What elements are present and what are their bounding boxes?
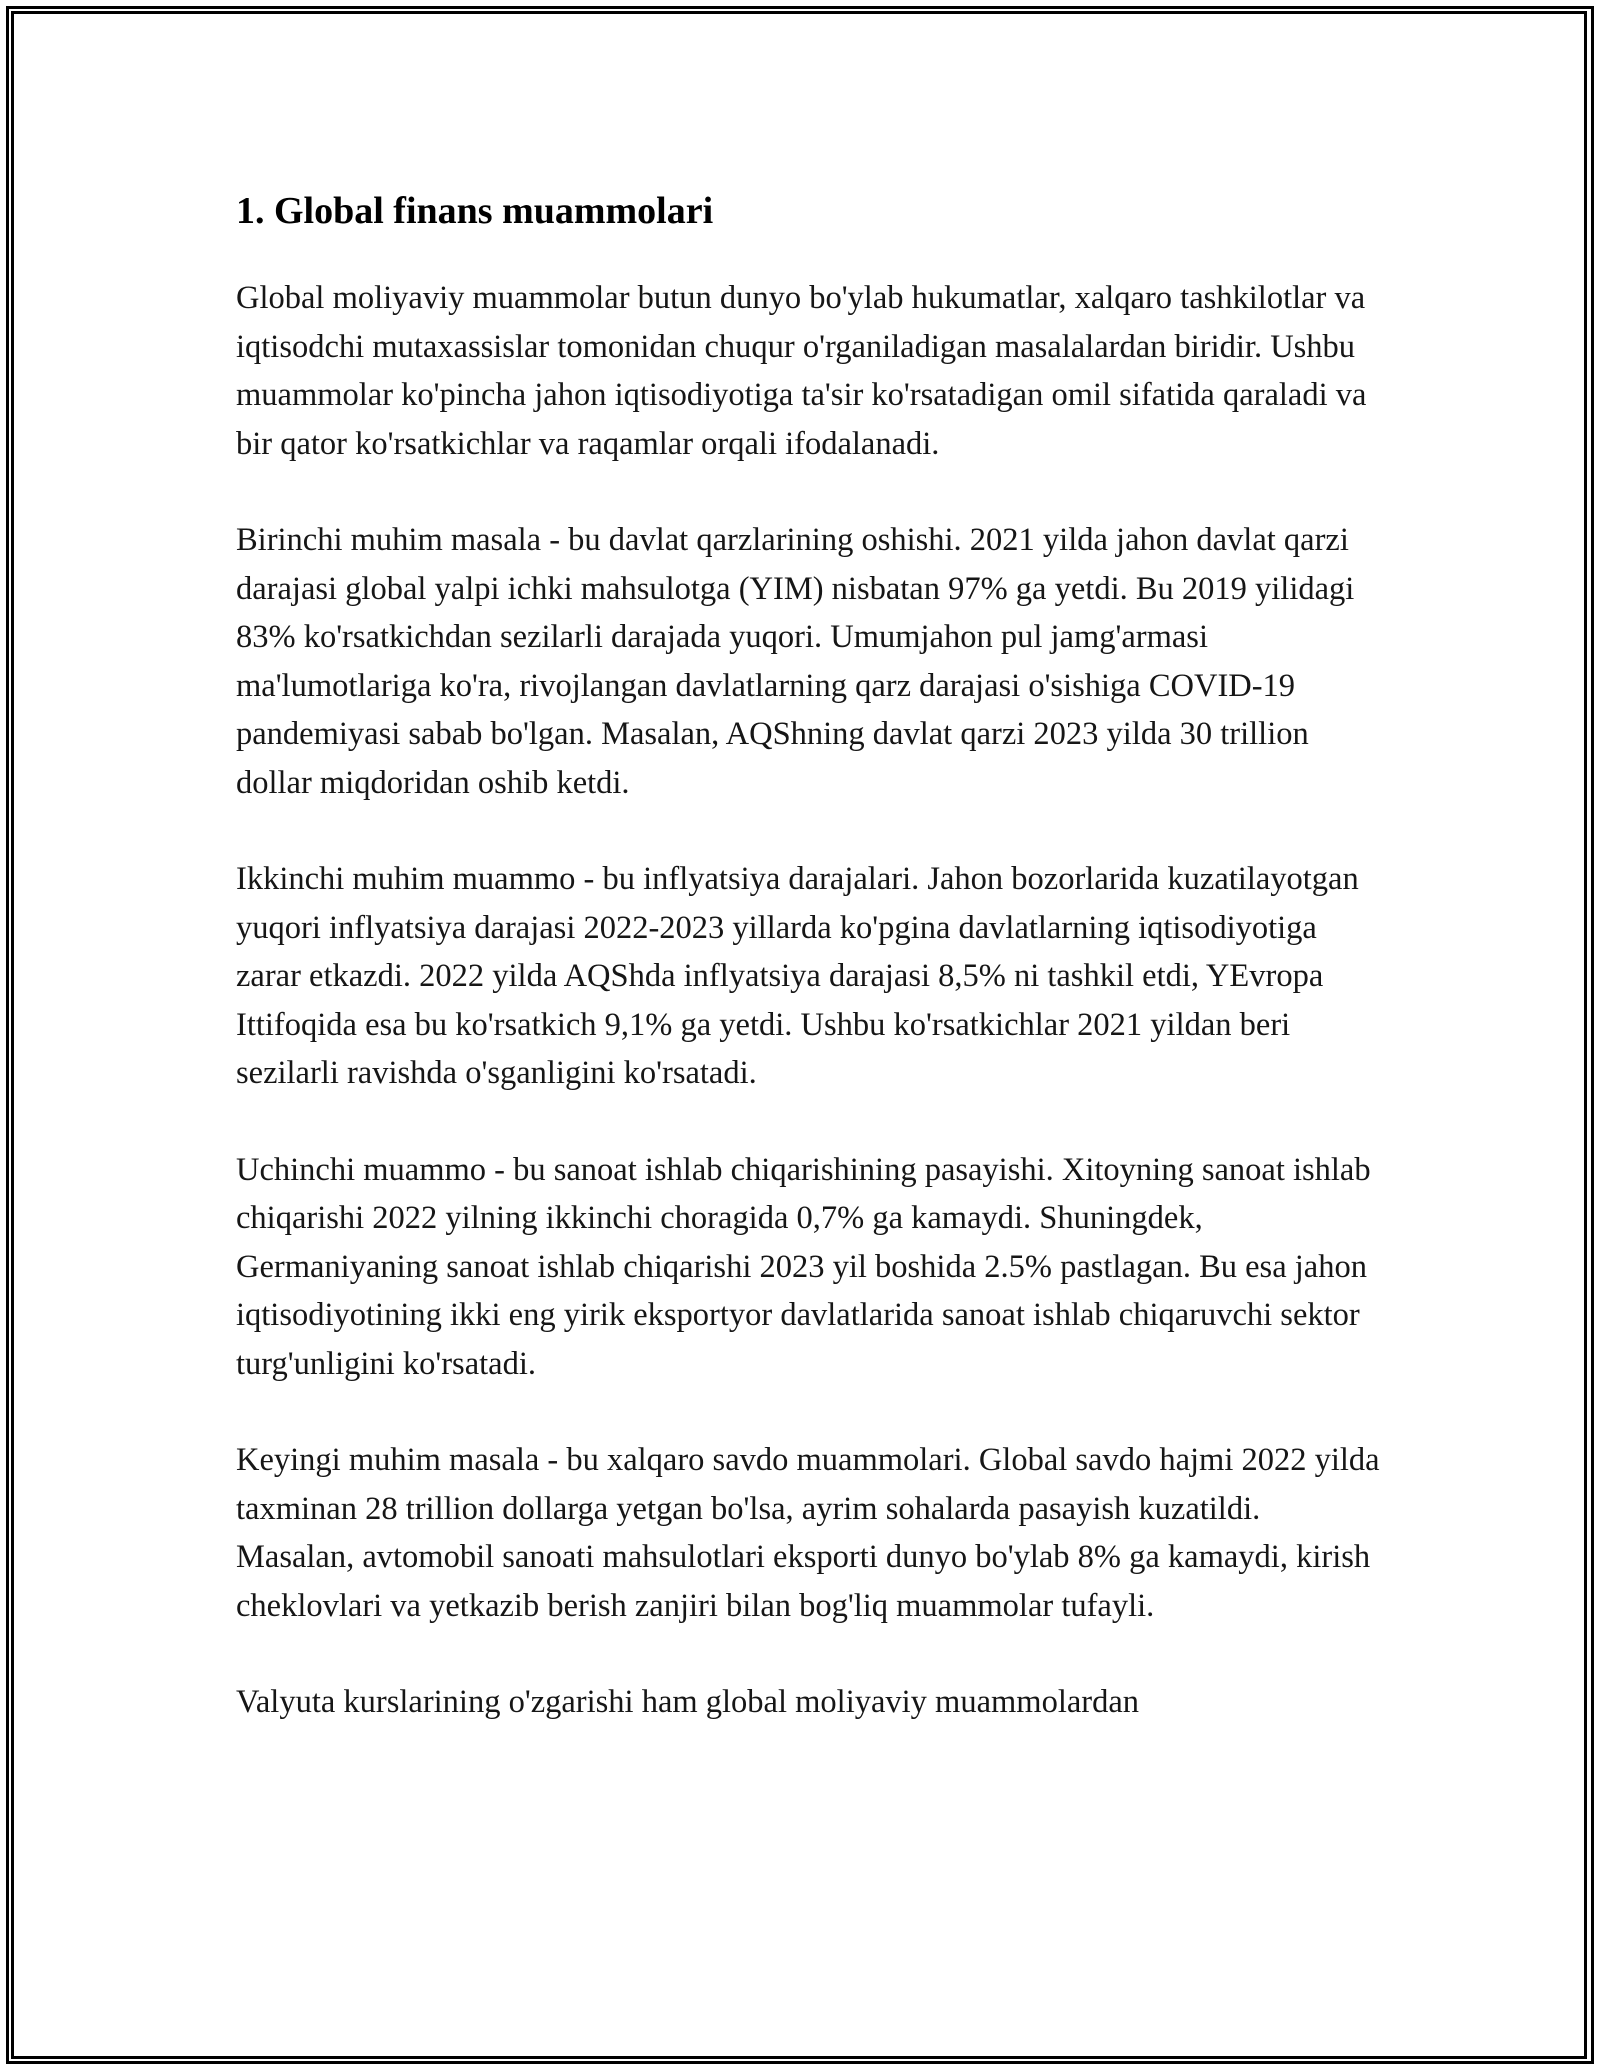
paragraph-currency-rates: Valyuta kurslarining o'zgarishi ham global moliyaviy muammolardan — [236, 1684, 1140, 1720]
paragraph-intro: Global moliyaviy muammolar butun dunyo bo'ylab hukumatlar, xalqaro tashkilotlar va iqtisodchi mutaxassislar tomonidan chuqur o'rganiladigan masalalardan biridir. Ushbu muammolar ko'pincha jahon iqtisodiyotiga ta'sir ko'rsatadigan omil sifatida qaraladi va bir qator ko'rsatkichlar va raqamlar orqali ifodalanadi. — [236, 280, 1367, 462]
section-heading: 1. Global finans muammolari — [236, 190, 714, 232]
paragraph-international-trade: Keyingi muhim masala - bu xalqaro savdo muammolari. Global savdo hajmi 2022 yilda taxminan 28 trillion dollarga yetgan bo'lsa, ayrim sohalarda pasayish kuzatildi. Masalan, avtomobil sanoati mahsulotlari eksporti dunyo bo'ylab 8% ga kamaydi, kirish cheklovlari va yetkazib berish zanjiri bilan bog'liq muammolar tufayli. — [236, 1442, 1380, 1624]
paragraph-public-debt: Birinchi muhim masala - bu davlat qarzlarining oshishi. 2021 yilda jahon davlat qarzi darajasi global yalpi ichki mahsulotga (YIM) nisbatan 97% ga yetdi. Bu 2019 yilidagi 83% ko'rsatkichdan sezilarli darajada yuqori. Umumjahon pul jamg'armasi ma'lumotlariga ko'ra, rivojlangan davlatlarning qarz darajasi o'sishiga COVID-19 pandemiyasi sabab bo'lgan. Masalan, AQShning davlat qarzi 2023 yilda 30 trillion dollar miqdoridan oshib ketdi. — [236, 522, 1355, 801]
paragraph-industrial-production: Uchinchi muammo - bu sanoat ishlab chiqarishining pasayishi. Xitoyning sanoat ishlab chiqarishi 2022 yilning ikkinchi choragida 0,7% ga kamaydi. Shuningdek, Germaniyaning sanoat ishlab chiqarishi 2023 yil boshida 2.5% pastlagan. Bu esa jahon iqtisodiyotining ikki eng yirik eksportyor davlatlarida sanoat ishlab chiqaruvchi sektor turg'unligini ko'rsatadi. — [236, 1151, 1371, 1382]
document-body — [236, 186, 1386, 1775]
paragraph-inflation: Ikkinchi muhim muammo - bu inflyatsiya darajalari. Jahon bozorlarida kuzatilayotgan yuqori inflyatsiya darajasi 2022-2023 yillarda ko'pgina davlatlarning iqtisodiyotiga zarar etkazdi. 2022 yilda AQShda inflyatsiya darajasi 8,5% ni tashkil etdi, YEvropa Ittifoqida esa bu ko'rsatkich 9,1% ga yetdi. Ushbu ko'rsatkichlar 2021 yildan beri sezilarli ravishda o'sganligini ko'rsatadi. — [236, 861, 1359, 1091]
